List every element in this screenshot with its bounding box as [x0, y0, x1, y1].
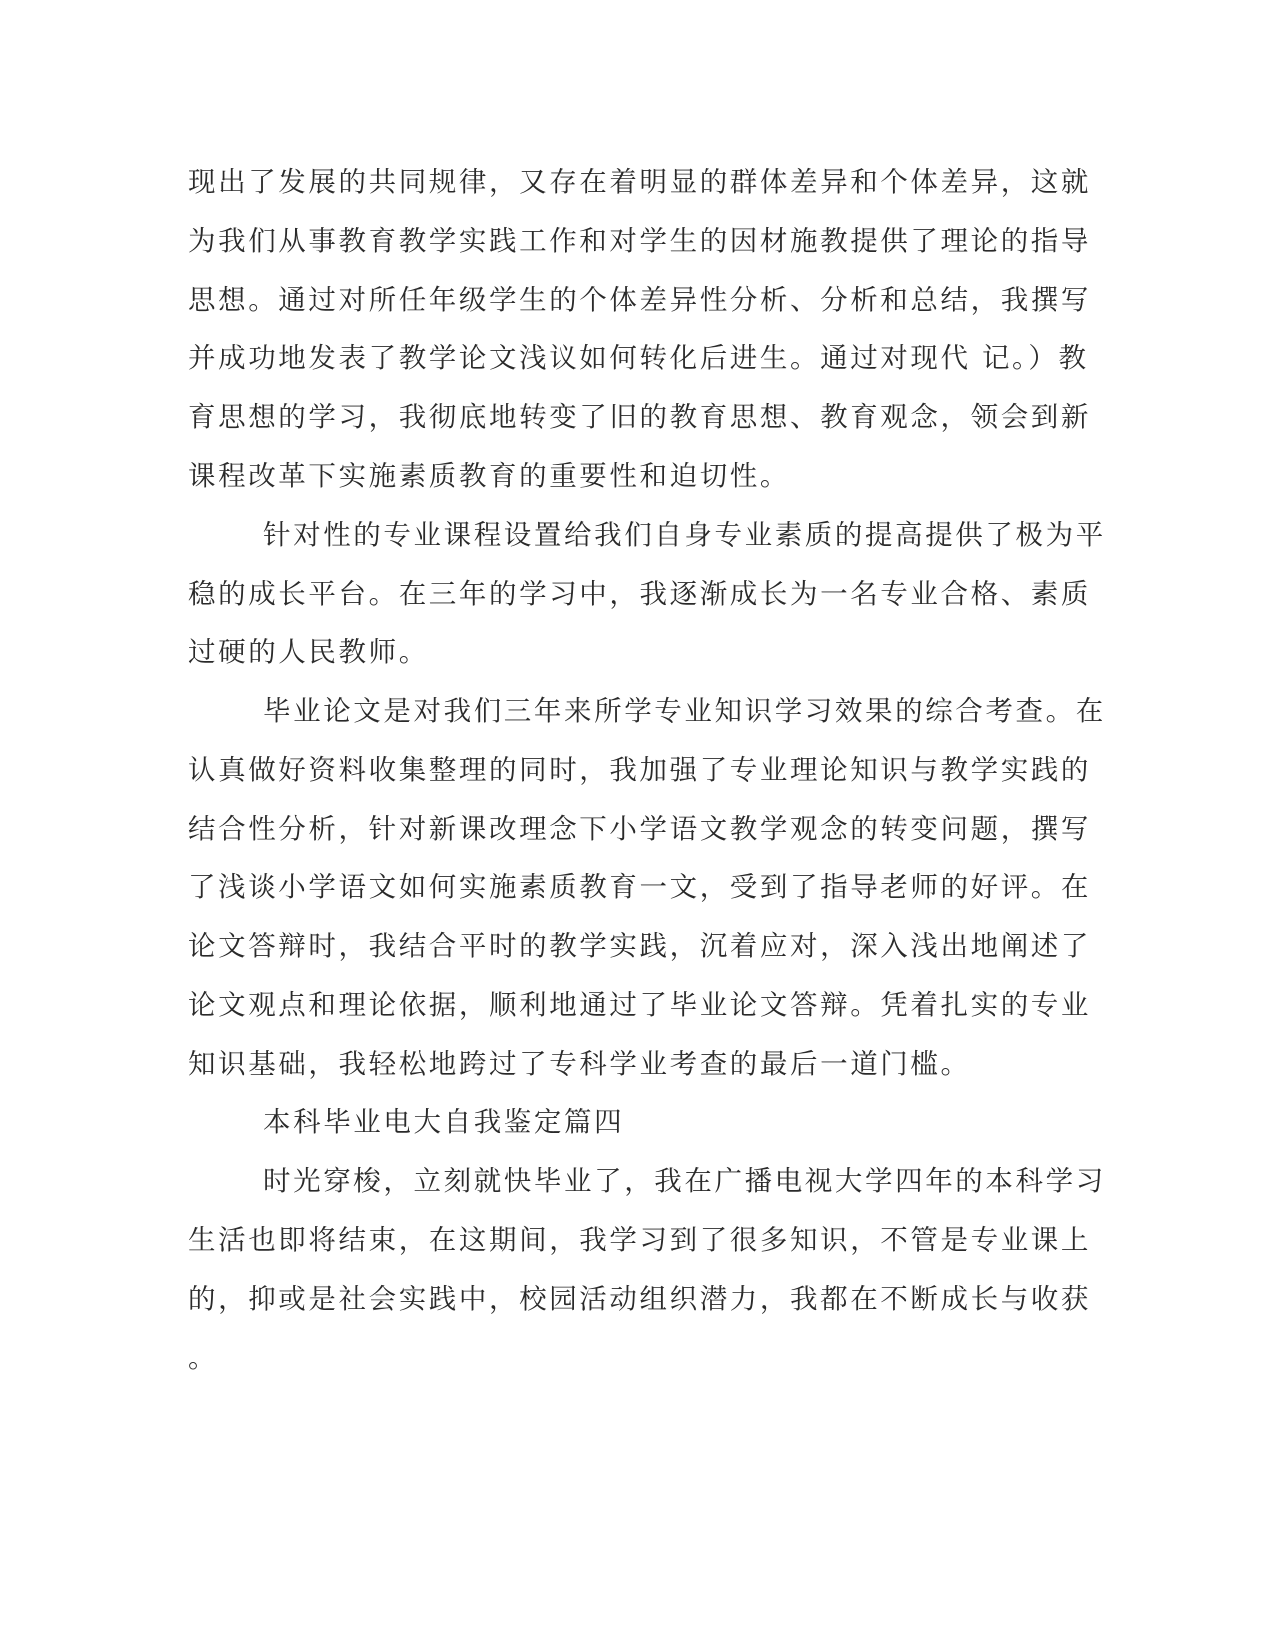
paragraph-first-line: 毕业论文是对我们三年来所学专业知识学习效果的综合考查。在 [263, 695, 1106, 727]
section-heading: 本科毕业电大自我鉴定篇四 [263, 1106, 625, 1138]
text-line: 。 [188, 1342, 219, 1374]
text-line: 的，抑或是社会实践中，校园活动组织潜力，我都在不断成长与收获 [188, 1283, 1091, 1315]
text-line: 为我们从事教育教学实践工作和对学生的因材施教提供了理论的指导 [188, 225, 1091, 257]
text-line: 思想。通过对所任年级学生的个体差异性分析、分析和总结，我撰写 [188, 284, 1091, 316]
text-line: 课程改革下实施素质教育的重要性和迫切性。 [188, 460, 790, 492]
text-line: 论文观点和理论依据，顺利地通过了毕业论文答辩。凭着扎实的专业 [188, 989, 1091, 1021]
text-line: 生活也即将结束，在这期间，我学习到了很多知识，不管是专业课上 [188, 1224, 1091, 1256]
text-line: 结合性分析，针对新课改理念下小学语文教学观念的转变问题，撰写 [188, 813, 1091, 845]
text-line: 过硬的人民教师。 [188, 636, 429, 668]
paragraph-first-line: 针对性的专业课程设置给我们自身专业素质的提高提供了极为平 [263, 519, 1106, 551]
text-line: 稳的成长平台。在三年的学习中，我逐渐成长为一名专业合格、素质 [188, 578, 1091, 610]
text-line: 育思想的学习，我彻底地转变了旧的教育思想、教育观念，领会到新 [188, 401, 1091, 433]
text-line: 现出了发展的共同规律，又存在着明显的群体差异和个体差异，这就 [188, 166, 1091, 198]
text-line: 并成功地发表了教学论文浅议如何转化后进生。通过对现代 记。）教 [188, 342, 1089, 374]
paragraph-first-line: 时光穿梭，立刻就快毕业了，我在广播电视大学四年的本科学习 [263, 1165, 1106, 1197]
text-line: 论文答辩时，我结合平时的教学实践，沉着应对，深入浅出地阐述了 [188, 930, 1091, 962]
text-line: 认真做好资料收集整理的同时，我加强了专业理论知识与教学实践的 [188, 754, 1091, 786]
text-line: 知识基础，我轻松地跨过了专科学业考查的最后一道门槛。 [188, 1048, 971, 1080]
text-line: 了浅谈小学语文如何实施素质教育一文，受到了指导老师的好评。在 [188, 871, 1091, 903]
